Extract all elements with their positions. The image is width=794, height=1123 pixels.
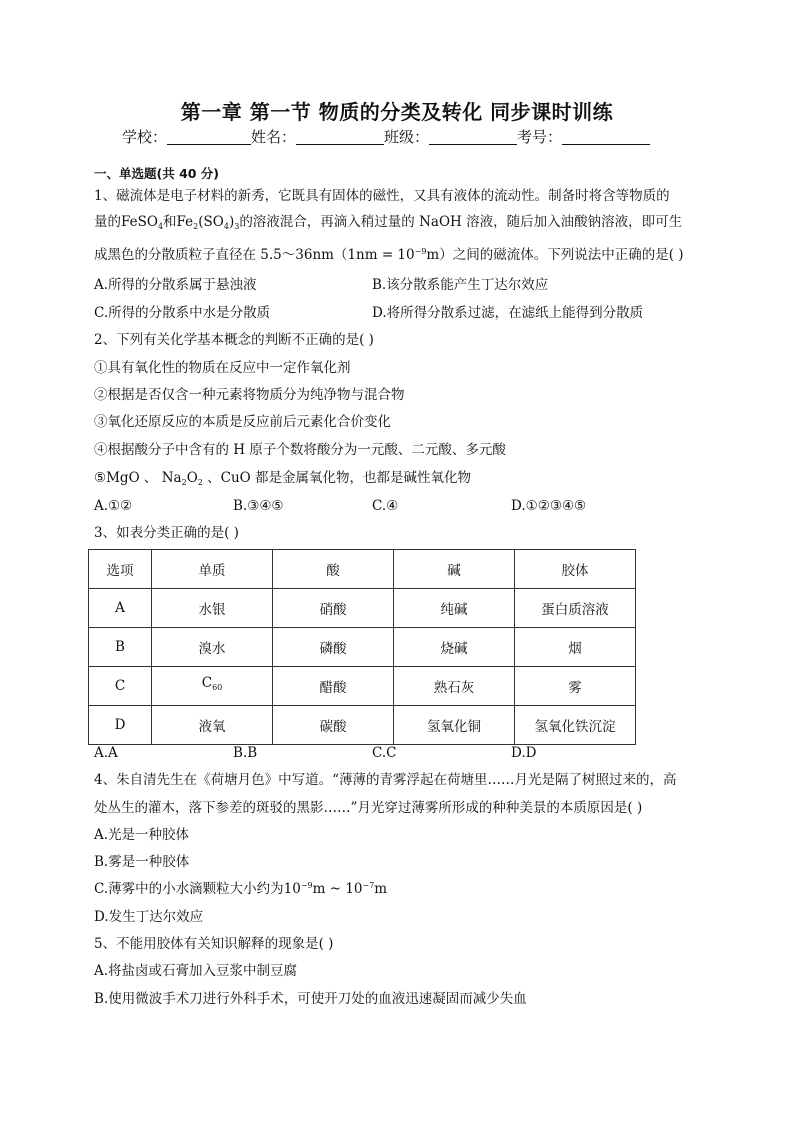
name-label: 姓名： — [251, 128, 297, 146]
subscript: 2 — [181, 478, 187, 487]
q2-statement-1: ①具有氧化性的物质在反应中一定作氧化剂 — [94, 360, 351, 376]
q3-option-a[interactable]: A.A — [94, 745, 118, 761]
q1-option-d[interactable]: D.将所得分散系过滤，在滤纸上能得到分散质 — [372, 305, 644, 321]
section-heading: 一、单选题(共 40 分) — [94, 166, 220, 181]
q1-text: 的溶液混合，再滴入稍过量的 NaOH 溶液，随后加入油酸钠溶液，即可生 — [239, 214, 683, 230]
formula-part: ) — [228, 214, 235, 230]
q1-stem-line2 — [94, 213, 682, 231]
table-header-cell: 胶体 — [515, 550, 636, 589]
table-cell: A — [89, 589, 152, 628]
table-cell: 蛋白质溶液 — [515, 589, 636, 628]
school-blank[interactable] — [167, 128, 251, 145]
q1-option-c[interactable]: C.所得的分散系中水是分散质 — [94, 305, 271, 321]
q2-option-a[interactable]: A.①② — [94, 498, 133, 514]
table-cell: 雾 — [515, 667, 636, 706]
table-cell: C — [89, 667, 152, 706]
subscript: 4 — [157, 222, 164, 231]
class-label: 班级： — [384, 128, 430, 146]
superscript: −9 — [414, 247, 427, 256]
q1-text: 量的 — [94, 214, 121, 230]
table-header-row — [89, 550, 636, 589]
q1-text: ）之间的磁流体。下列说法中正确的是( ) — [439, 247, 684, 263]
q1-text: 和 — [163, 214, 177, 230]
q2-stem: 2、下列有关化学基本概念的判断不正确的是( ) — [94, 332, 374, 348]
school-label: 学校： — [122, 128, 168, 146]
table-cell: 烟 — [515, 628, 636, 667]
subscript: 2 — [197, 478, 203, 487]
subscript: 60 — [212, 683, 223, 692]
q1-text: 成黑色的分散质粒子直径在 5.5～36nm（ — [94, 247, 348, 263]
q4-stem-line1: 4、朱自清先生在《荷塘月色》中写道。“薄薄的青雾浮起在荷塘里……月光是隔了树照过来的，高 — [94, 772, 677, 788]
q2-text: 、CuO 都是金属氧化物，也都是碱性氧化物 — [202, 470, 472, 486]
formula-part: m — [374, 881, 388, 897]
q1-option-a[interactable]: A.所得的分散系属于悬浊液 — [94, 277, 257, 293]
q2-text: O — [186, 470, 198, 486]
q2-option-c[interactable]: C.④ — [372, 498, 399, 514]
table-header-cell: 单质 — [152, 550, 273, 589]
formula-part: m ~ 10 — [312, 881, 363, 897]
q3-option-d[interactable]: D.D — [511, 745, 537, 761]
student-info-row — [122, 126, 650, 147]
table-cell: 醋酸 — [273, 667, 394, 706]
q4-option-b[interactable]: B.雾是一种胶体 — [94, 854, 190, 870]
superscript: −9 — [300, 881, 313, 890]
q2-statement-4: ④根据酸分子中含有的 H 原子个数将酸分为一元酸、二元酸、多元酸 — [94, 442, 506, 458]
table-cell: 液氧 — [152, 706, 273, 745]
exam-no-label: 考号： — [517, 128, 563, 146]
table-cell: 纯碱 — [394, 589, 515, 628]
subscript: 2 — [193, 222, 199, 231]
exam-no-blank[interactable] — [562, 128, 650, 145]
subscript: 3 — [234, 222, 240, 231]
q3-stem: 3、如表分类正确的是( ) — [94, 525, 239, 541]
q1-option-b[interactable]: B.该分散系能产生丁达尔效应 — [372, 277, 549, 293]
q5-option-b[interactable]: B.使用微波手术刀进行外科手术，可使开刀处的血液迅速凝固而减少失血 — [94, 991, 527, 1007]
q1-stem-line1: 1、磁流体是电子材料的新秀，它既具有固体的磁性，又具有液体的流动性。制备时将含等物质的 — [94, 188, 670, 204]
q4-stem-line2: 处丛生的灌木，落下参差的斑驳的黑影……”月光穿过薄雾所形成的种种美景的本质原因是( ) — [94, 800, 643, 816]
worksheet-title: 第一章 第一节 物质的分类及转化 同步课时训练 — [180, 100, 614, 124]
table-cell: D — [89, 706, 152, 745]
q1-stem-line3 — [94, 246, 684, 264]
q2-statement-2: ②根据是否仅含一种元素将物质分为纯净物与混合物 — [94, 387, 405, 403]
table-cell: 氢氧化铁沉淀 — [515, 706, 636, 745]
q5-option-a[interactable]: A.将盐卤或石膏加入豆浆中制豆腐 — [94, 963, 298, 979]
table-row — [89, 628, 636, 667]
q2-option-d[interactable]: D.①②③④⑤ — [511, 498, 587, 514]
q4-option-c[interactable] — [94, 880, 387, 898]
q4-option-c-text: C.薄雾中的小水滴颗粒大小约为 — [94, 881, 284, 897]
q2-text: ⑤MgO 、 Na — [94, 470, 182, 486]
subscript: 4 — [223, 222, 229, 231]
table-header-cell: 碱 — [394, 550, 515, 589]
nm-definition: 1nm = 10 — [347, 247, 415, 263]
nm-unit: m — [426, 247, 440, 263]
q4-option-a[interactable]: A.光是一种胶体 — [94, 827, 190, 843]
table-cell: 溴水 — [152, 628, 273, 667]
table-cell: 硝酸 — [273, 589, 394, 628]
q2-statement-3: ③氧化还原反应的本质是反应前后元素化合价变化 — [94, 414, 391, 430]
q3-option-b[interactable]: B.B — [233, 745, 258, 761]
name-blank[interactable] — [296, 128, 384, 145]
table-cell: 磷酸 — [273, 628, 394, 667]
formula-feso4: FeSO — [121, 214, 158, 230]
formula-fe2so43: Fe — [176, 214, 194, 230]
table-row — [89, 589, 636, 628]
table-cell: 水银 — [152, 589, 273, 628]
table-cell: 氢氧化铜 — [394, 706, 515, 745]
q4-option-d[interactable]: D.发生丁达尔效应 — [94, 909, 204, 925]
formula-part: (SO — [198, 214, 224, 230]
q2-option-b[interactable]: B.③④⑤ — [233, 498, 284, 514]
q5-stem: 5、不能用胶体有关知识解释的现象是( ) — [94, 936, 334, 952]
table-header-cell: 酸 — [273, 550, 394, 589]
table-cell-c60 — [152, 667, 273, 706]
class-blank[interactable] — [429, 128, 517, 145]
c60-symbol: C — [201, 675, 213, 691]
table-header-cell: 选项 — [89, 550, 152, 589]
table-cell: 碳酸 — [273, 706, 394, 745]
table-cell: B — [89, 628, 152, 667]
table-cell: 熟石灰 — [394, 667, 515, 706]
q3-option-c[interactable]: C.C — [372, 745, 397, 761]
table-row — [89, 706, 636, 745]
q2-statement-5 — [94, 469, 471, 487]
superscript: −7 — [362, 881, 375, 890]
table-row — [89, 667, 636, 706]
formula-part: 10 — [283, 881, 301, 897]
classification-table — [88, 549, 636, 745]
table-cell: 烧碱 — [394, 628, 515, 667]
